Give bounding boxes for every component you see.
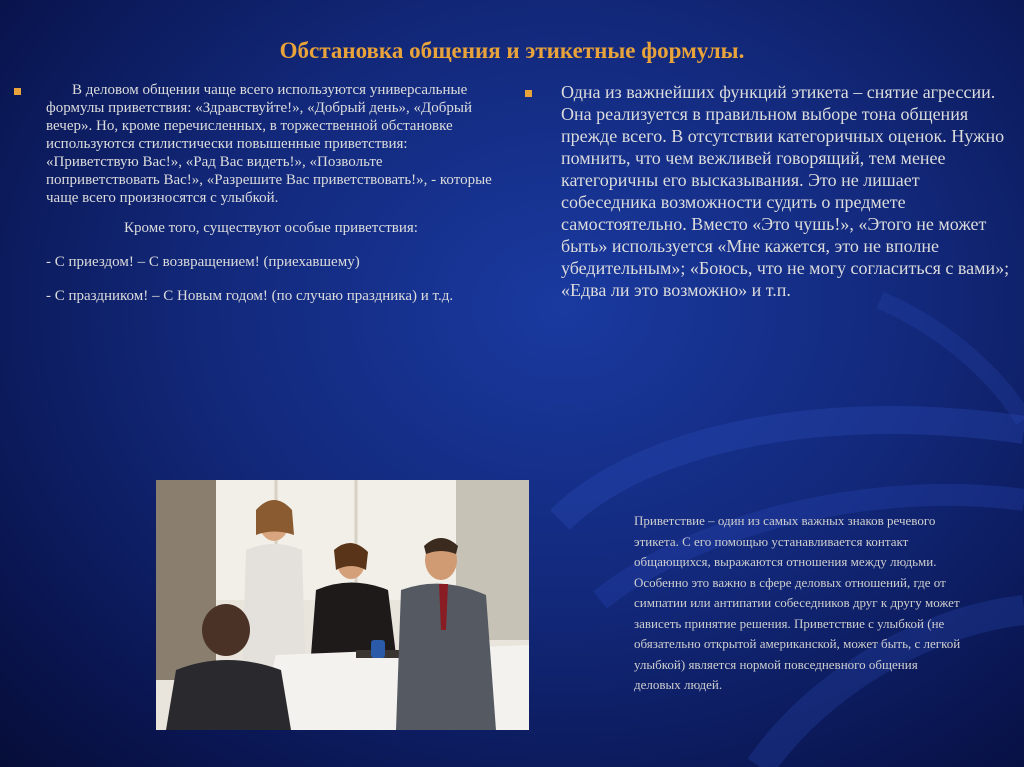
left-text-block <box>46 81 496 305</box>
left-paragraph-2: Кроме того, существуют особые приветствия: <box>124 220 418 236</box>
left-paragraph-1: В деловом общении чаще всего используются универсальные формулы приветствия: «Здравствуйте!», «Добрый день», «Добрый вечер». Но, кроме перечисленных, в торжественной обстановке используются стилистически повышенные приветствия: «Приветствую Вас!», «Рад Вас видеть!», «Позвольте поприветствовать Вас!», «Разрешите Вас приветствовать!», - которые чаще всего произносятся с улыбкой. <box>46 82 492 206</box>
bullet-icon <box>525 90 532 97</box>
bullet-icon <box>14 88 21 95</box>
slide-title: Обстановка общения и этикетные формулы. <box>279 38 745 63</box>
left-line-2: - С праздником! – С Новым годом! (по случаю праздника) и т.д. <box>46 288 454 304</box>
business-meeting-photo <box>156 480 529 730</box>
right-paragraph: Одна из важнейших функций этикета – снятие агрессии. Она реализуется в правильном выборе тона общения прежде всего. В отсутствии категоричных оценок. Нужно помнить, что чем вежливей говорящий, тем менее категоричны его высказывания. Это не лишает собеседника возможности судить о предмете самостоятельно. Вместо «Это чушь!», «Этого не может быть» используется «Мне кажется, это не вполне убедительным»; «Боюсь, что не могу согласиться с вами»; «Едва ли это возможно» и т.п. <box>561 82 1010 300</box>
left-line-1: - С приездом! – С возвращением! (приехавшему) <box>46 254 360 270</box>
photo-caption: Приветствие – один из самых важных знаков речевого этикета. С его помощью устанавливается контакт общающихся, выражаются отношения между людьми. Особенно это важно в сфере деловых отношений, где от симпатии или антипатии собеседников друг к другу может зависеть принятие решения. Приветствие с улыбкой (не обязательно открытой американской, может быть, с легкой улыбкой) является нормой повседневного общения деловых людей. <box>634 513 961 692</box>
